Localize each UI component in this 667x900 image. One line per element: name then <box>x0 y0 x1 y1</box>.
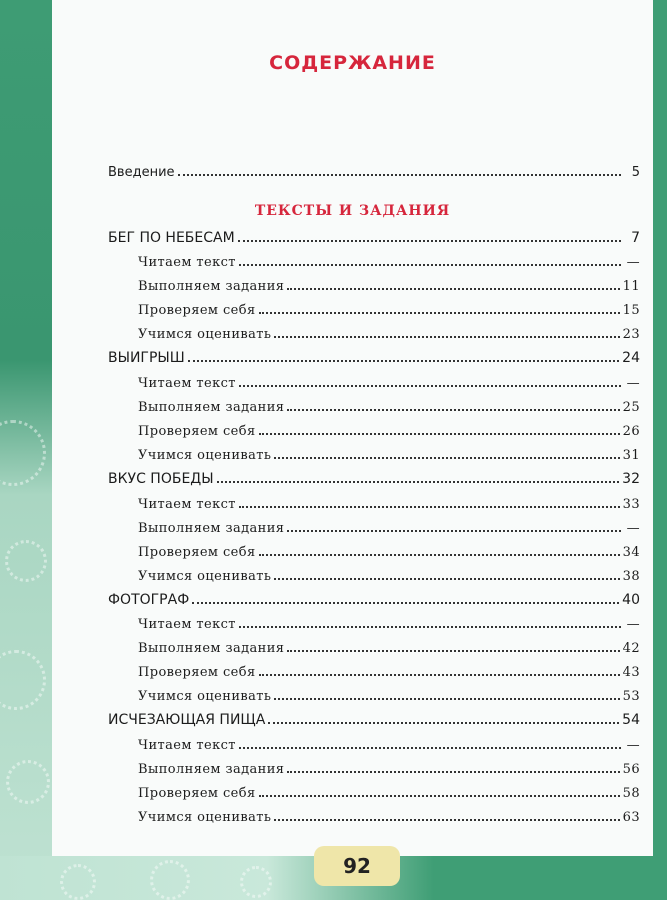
page-number: 92 <box>314 846 400 886</box>
toc-subentry-label: Читаем текст <box>138 617 236 632</box>
toc-subentry-label: Проверяем себя <box>138 786 256 801</box>
toc-subentry-label: Читаем текст <box>138 255 236 270</box>
dot-leader <box>287 287 619 290</box>
toc-entry-intro[interactable] <box>108 160 640 180</box>
toc-subentry-label: Проверяем себя <box>138 303 256 318</box>
toc-subentry[interactable] <box>138 684 640 704</box>
dot-leader <box>259 794 620 797</box>
toc-subentry-label: Читаем текст <box>138 738 236 753</box>
gear-icon <box>6 760 50 804</box>
toc-subentry-label: Учимся оценивать <box>138 327 272 342</box>
dot-leader <box>259 673 620 676</box>
toc-subentry-label: Проверяем себя <box>138 665 256 680</box>
toc-entry-page: 43 <box>622 665 640 680</box>
toc-subentry-label: Учимся оценивать <box>138 448 272 463</box>
dot-leader <box>259 553 620 556</box>
dot-leader <box>287 408 619 411</box>
dot-leader <box>287 649 619 652</box>
toc-entry-page: 23 <box>622 327 640 342</box>
toc-subentry[interactable] <box>138 371 640 391</box>
toc-story-title: ИСЧЕЗАЮЩАЯ ПИЩА <box>108 712 266 728</box>
dot-leader <box>259 311 620 314</box>
dot-leader <box>239 263 621 266</box>
toc-subentry[interactable] <box>138 733 640 753</box>
dot-leader <box>188 359 619 362</box>
dot-leader <box>239 384 621 387</box>
toc-subentry[interactable] <box>138 250 640 270</box>
toc-subentry-label: Выполняем задания <box>138 641 285 656</box>
dot-leader <box>239 625 621 628</box>
toc-entry-page: 53 <box>622 689 640 704</box>
toc-story-entry[interactable] <box>108 708 640 728</box>
toc-story-title: ВКУС ПОБЕДЫ <box>108 471 214 487</box>
toc-story-title: ФОТОГРАФ <box>108 592 190 608</box>
dot-leader <box>287 529 621 532</box>
toc-story-title: БЕГ ПО НЕБЕСАМ <box>108 230 235 246</box>
toc-entry-page: — <box>626 376 640 391</box>
dot-leader <box>287 770 619 773</box>
toc-subentry-label: Читаем текст <box>138 376 236 391</box>
toc-subentry[interactable] <box>138 419 640 439</box>
gear-icon <box>5 540 47 582</box>
toc-subentry[interactable] <box>138 516 640 536</box>
toc-subentry-label: Читаем текст <box>138 497 236 512</box>
toc-entry-page: 7 <box>631 230 640 246</box>
toc-subentry[interactable] <box>138 660 640 680</box>
page-title: СОДЕРЖАНИЕ <box>269 52 436 74</box>
dot-leader <box>274 456 619 459</box>
toc-story-entry[interactable] <box>108 588 640 608</box>
toc-entry-page: 42 <box>622 641 640 656</box>
toc-story-entry[interactable] <box>108 226 640 246</box>
dot-leader <box>274 818 619 821</box>
toc-entry-page: 25 <box>622 400 640 415</box>
gear-icon <box>0 650 46 710</box>
section-heading: ТЕКСТЫ И ЗАДАНИЯ <box>254 203 451 219</box>
dot-leader <box>259 432 620 435</box>
dot-leader <box>238 239 621 242</box>
toc-subentry[interactable] <box>138 757 640 777</box>
toc-story-entry[interactable] <box>108 467 640 487</box>
toc-entry-page: 31 <box>622 448 640 463</box>
toc-entry-page: 32 <box>622 471 640 487</box>
toc-entry-page: 54 <box>622 712 640 728</box>
gear-icon <box>0 420 46 486</box>
left-decorative-band <box>0 0 52 900</box>
toc-entry-page: — <box>626 617 640 632</box>
toc-entry-page: 33 <box>622 497 640 512</box>
gear-icon <box>60 864 96 900</box>
toc-subentry[interactable] <box>138 636 640 656</box>
toc-subentry[interactable] <box>138 322 640 342</box>
toc-subentry-label: Выполняем задания <box>138 279 285 294</box>
toc-subentry[interactable] <box>138 274 640 294</box>
toc-subentry[interactable] <box>138 540 640 560</box>
dot-leader <box>239 746 621 749</box>
toc-entry-page: 38 <box>622 569 640 584</box>
dot-leader <box>178 173 621 176</box>
toc-entry-page: 11 <box>622 279 640 294</box>
toc-story-entry[interactable] <box>108 346 640 366</box>
toc-subentry-label: Учимся оценивать <box>138 810 272 825</box>
right-decorative-band <box>653 0 667 900</box>
toc-subentry[interactable] <box>138 564 640 584</box>
gear-icon <box>240 866 272 898</box>
toc-subentry[interactable] <box>138 612 640 632</box>
gear-icon <box>150 860 190 900</box>
toc-subentry[interactable] <box>138 298 640 318</box>
toc-subentry-label: Учимся оценивать <box>138 689 272 704</box>
dot-leader <box>274 577 619 580</box>
toc-entry-label: Введение <box>108 165 175 180</box>
toc-entry-page: 56 <box>622 762 640 777</box>
toc-story-title: ВЫИГРЫШ <box>108 350 185 366</box>
toc-subentry[interactable] <box>138 492 640 512</box>
toc-subentry-label: Проверяем себя <box>138 424 256 439</box>
dot-leader <box>239 505 620 508</box>
toc-entry-page: 63 <box>622 810 640 825</box>
toc-subentry-label: Учимся оценивать <box>138 569 272 584</box>
toc-entry-page: 34 <box>622 545 640 560</box>
toc-subentry-label: Выполняем задания <box>138 762 285 777</box>
toc-entry-page: 26 <box>622 424 640 439</box>
dot-leader <box>274 335 619 338</box>
dot-leader <box>268 721 619 724</box>
dot-leader <box>217 480 620 483</box>
toc-subentry[interactable] <box>138 443 640 463</box>
toc-subentry[interactable] <box>138 395 640 415</box>
toc-subentry-label: Выполняем задания <box>138 521 285 536</box>
toc-entry-page: 5 <box>631 165 640 180</box>
toc-entry-page: 24 <box>622 350 640 366</box>
toc-subentry-label: Выполняем задания <box>138 400 285 415</box>
toc-entry-page: 58 <box>622 786 640 801</box>
toc-entry-page: — <box>626 255 640 270</box>
toc-subentry[interactable] <box>138 781 640 801</box>
dot-leader <box>274 697 619 700</box>
toc-entry-page: 40 <box>622 592 640 608</box>
toc-subentry-label: Проверяем себя <box>138 545 256 560</box>
toc-entry-page: — <box>626 738 640 753</box>
toc-entry-page: — <box>626 521 640 536</box>
dot-leader <box>192 601 619 604</box>
toc-entry-page: 15 <box>622 303 640 318</box>
toc-subentry[interactable] <box>138 805 640 825</box>
